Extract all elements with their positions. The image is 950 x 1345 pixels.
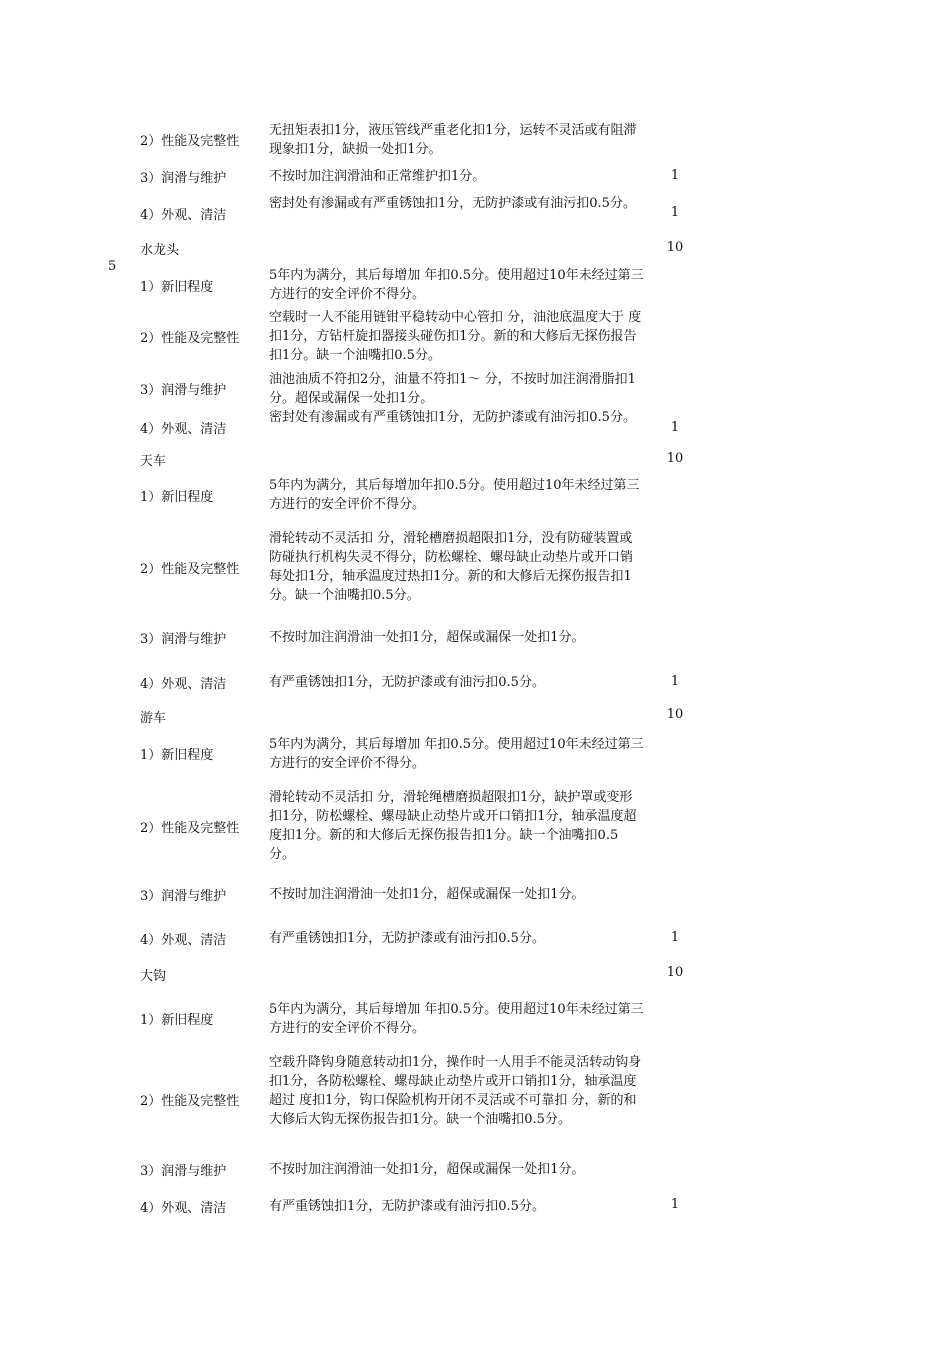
section-score: 10 bbox=[666, 451, 684, 466]
item-description: 不按时加注润滑油一处扣1分，超保或漏保一处扣1分。 bbox=[269, 1162, 585, 1177]
item-description: 密封处有渗漏或有严重锈蚀扣1分，无防护漆或有油污扣0.5分。 bbox=[269, 410, 636, 425]
item-description: 有严重锈蚀扣1分，无防护漆或有油污扣0.5分。 bbox=[269, 1199, 545, 1214]
section-score: 10 bbox=[666, 965, 684, 980]
item-description: 有严重锈蚀扣1分，无防护漆或有油污扣0.5分。 bbox=[269, 931, 545, 946]
item-label: 1）新旧程度 bbox=[140, 1013, 214, 1028]
section-title: 天车 bbox=[140, 454, 167, 469]
item-score: 1 bbox=[670, 168, 680, 183]
item-label: 2）性能及完整性 bbox=[140, 562, 240, 577]
item-description: 空载时一人不能用链钳平稳转动中心管扣 分，油池底温度大于 度扣1分，方钻杆旋扣器接头碰伤扣1分。新的和大修后无探伤报告扣1分。缺一个油嘴扣0.5分。 bbox=[269, 310, 642, 363]
margin-number: 5 bbox=[108, 259, 117, 274]
item-description: 无扭矩表扣1分，液压管线严重老化扣1分，运转不灵活或有阻滞现象扣1分，缺损一处扣1分。 bbox=[269, 123, 637, 157]
item-label: 3）润滑与维护 bbox=[140, 632, 227, 647]
item-label: 3）润滑与维护 bbox=[140, 171, 227, 186]
section-score: 10 bbox=[666, 240, 684, 255]
item-label: 2）性能及完整性 bbox=[140, 331, 240, 346]
item-description: 有严重锈蚀扣1分，无防护漆或有油污扣0.5分。 bbox=[269, 675, 545, 690]
item-label: 4）外观、清洁 bbox=[140, 677, 227, 692]
item-label: 2）性能及完整性 bbox=[140, 821, 240, 836]
item-label: 4）外观、清洁 bbox=[140, 933, 227, 948]
item-label: 1）新旧程度 bbox=[140, 490, 214, 505]
item-label: 4）外观、清洁 bbox=[140, 1201, 227, 1216]
item-score: 1 bbox=[670, 674, 680, 689]
item-label: 2）性能及完整性 bbox=[140, 1094, 240, 1109]
item-description: 滑轮转动不灵活扣 分，滑轮槽磨损超限扣1分，没有防碰装置或防碰执行机构失灵不得分，防松螺栓、螺母缺止动垫片或开口销每处扣1分，轴承温度过热扣1分。新的和大修后无探伤报告扣1分。缺一个油嘴扣0.5分。 bbox=[269, 531, 634, 603]
item-description: 空载升降钩身随意转动扣1分，操作时一人用手不能灵活转动钩身扣1分，各防松螺栓、螺母缺止动垫片或开口销扣1分，轴承温度超过 度扣1分，钩口保险机构开闭不灵活或不可靠扣 分，新的和大修后大钩无探伤报告扣1分。缺一个油嘴扣0.5分。 bbox=[269, 1055, 642, 1127]
section-title: 大钩 bbox=[140, 969, 167, 984]
item-description: 5年内为满分，其后每增加 年扣0.5分。使用超过10年未经过第三方进行的安全评价不得分。 bbox=[269, 737, 644, 771]
section-score: 10 bbox=[666, 707, 684, 722]
item-description: 5年内为满分，其后每增加 年扣0.5分。使用超过10年未经过第三方进行的安全评价不得分。 bbox=[269, 1002, 644, 1036]
item-label: 3）润滑与维护 bbox=[140, 383, 227, 398]
item-description: 不按时加注润滑油和正常维护扣1分。 bbox=[269, 169, 486, 184]
item-description: 不按时加注润滑油一处扣1分，超保或漏保一处扣1分。 bbox=[269, 887, 585, 902]
item-score: 1 bbox=[670, 420, 680, 435]
item-description: 滑轮转动不灵活扣 分，滑轮绳槽磨损超限扣1分，缺护罩或变形扣1分，防松螺栓、螺母缺止动垫片或开口销扣1分，轴承温度超 度扣1分。新的和大修后无探伤报告扣1分。缺一个油嘴扣0.5分。 bbox=[269, 790, 637, 862]
item-score: 1 bbox=[670, 205, 680, 220]
item-label: 4）外观、清洁 bbox=[140, 208, 227, 223]
item-label: 1）新旧程度 bbox=[140, 280, 214, 295]
item-label: 3）润滑与维护 bbox=[140, 1164, 227, 1179]
item-score: 1 bbox=[670, 930, 680, 945]
item-label: 1）新旧程度 bbox=[140, 748, 214, 763]
item-description: 不按时加注润滑油一处扣1分，超保或漏保一处扣1分。 bbox=[269, 630, 585, 645]
item-label: 2）性能及完整性 bbox=[140, 134, 240, 149]
item-description: 油池油质不符扣2分，油量不符扣1～ 分，不按时加注润滑脂扣1分。超保或漏保一处扣1分。 bbox=[269, 372, 636, 406]
section-title: 水龙头 bbox=[140, 243, 180, 258]
item-label: 3）润滑与维护 bbox=[140, 889, 227, 904]
section-title: 游车 bbox=[140, 711, 167, 726]
item-description: 5年内为满分，其后每增加年扣0.5分。使用超过10年未经过第三方进行的安全评价不得分。 bbox=[269, 478, 640, 512]
item-label: 4）外观、清洁 bbox=[140, 422, 227, 437]
item-description: 密封处有渗漏或有严重锈蚀扣1分，无防护漆或有油污扣0.5分。 bbox=[269, 196, 636, 211]
item-description: 5年内为满分，其后每增加 年扣0.5分。使用超过10年未经过第三方进行的安全评价不得分。 bbox=[269, 268, 644, 302]
item-score: 1 bbox=[670, 1197, 680, 1212]
